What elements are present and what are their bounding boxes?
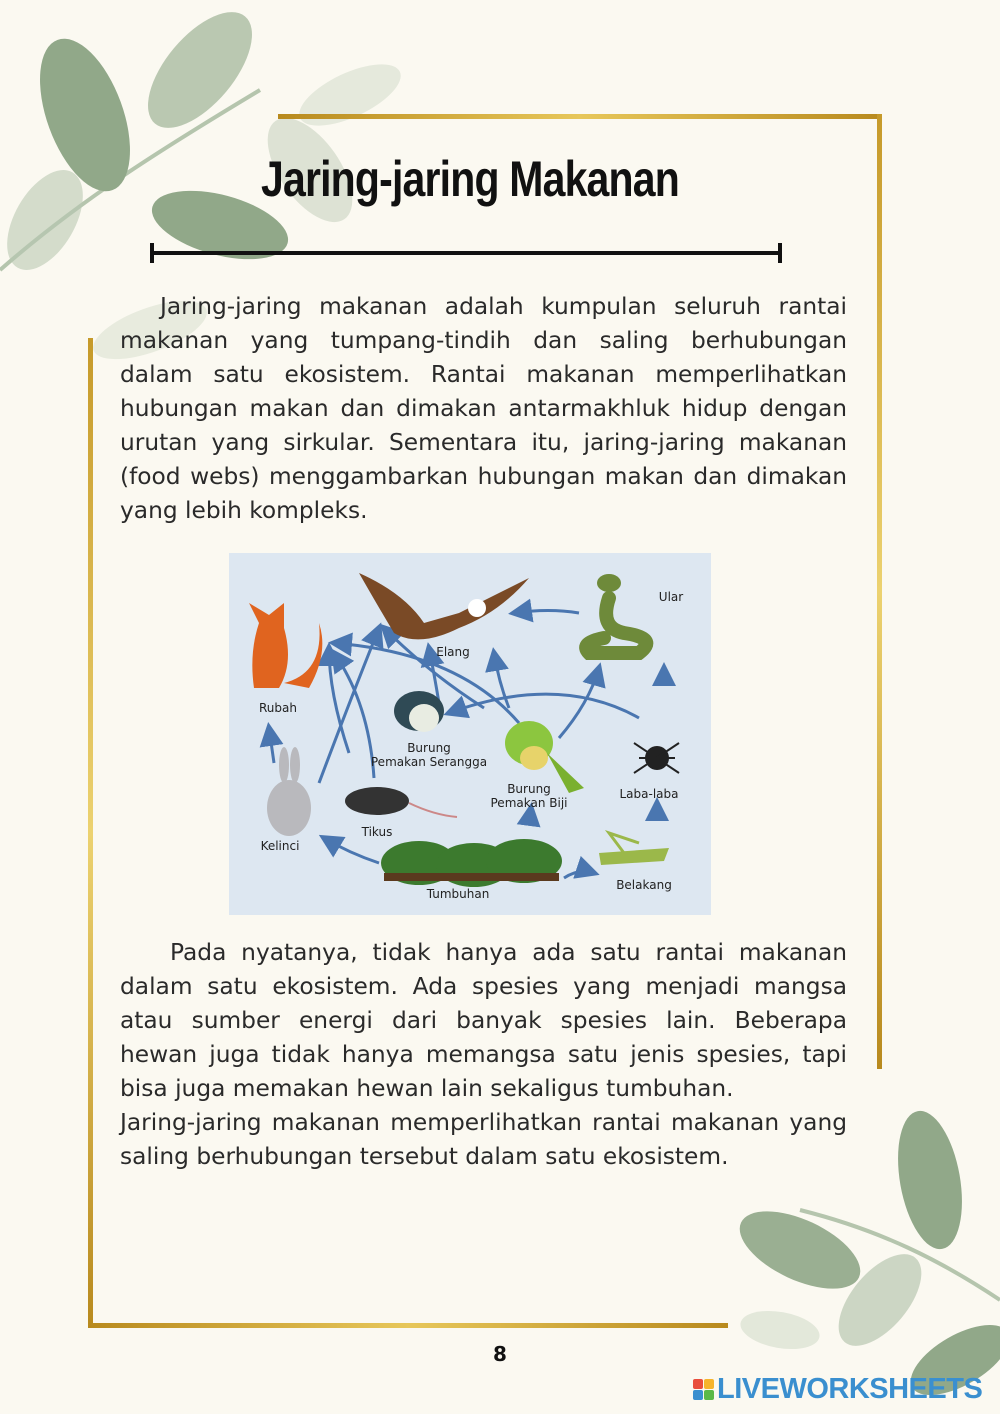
label-burung-biji-line1: Burung (507, 782, 551, 796)
label-tikus: Tikus (361, 825, 393, 839)
frame-left-border (88, 338, 93, 1328)
label-ular: Ular (658, 590, 684, 604)
label-burung-biji-line2: Pemakan Biji (490, 796, 568, 810)
liveworksheets-watermark (693, 1373, 993, 1409)
fox-icon (249, 603, 322, 688)
liveworksheets-wordmark: LIVEWORKSHEETS (717, 1373, 983, 1405)
liveworksheets-logo-icon (693, 1379, 715, 1401)
spider-icon (634, 743, 679, 773)
mouse-icon (345, 787, 457, 817)
page-number: 8 (493, 1342, 507, 1366)
frame-right-border (877, 114, 882, 1069)
label-burung-serangga (359, 741, 499, 769)
paragraph-conclusion: Jaring-jaring makanan memperlihatkan rantai makanan yang saling berhubungan tersebut dalam satu ekosistem. (120, 1109, 847, 1170)
label-laba-laba: Laba-laba (619, 787, 679, 801)
label-elang: Elang (436, 645, 470, 659)
label-burung-biji (479, 782, 579, 810)
grasshopper-icon (599, 833, 669, 865)
label-rubah: Rubah (259, 701, 297, 715)
page-title: Jaring-jaring Makanan (261, 151, 679, 207)
paragraph-intro: Jaring-jaring makanan adalah kumpulan seluruh rantai makanan yang tumpang-tindih dan saling berhubungan dalam satu ekosistem. Rantai makanan memperlihatkan hubungan makan dan dimakan antarmakhluk hidup dengan urutan yang sirkular. Sementara itu, jaring-jaring makanan (food webs) menggambarkan hubungan makan dan dimakan yang lebih kompleks. (120, 293, 847, 524)
title-underline (150, 251, 782, 255)
snake-icon (586, 574, 646, 653)
frame-bottom-border (88, 1323, 728, 1328)
label-burung-serangga-line2: Pemakan Serangga (370, 755, 488, 769)
insect-bird-icon (394, 691, 444, 732)
food-web-drawing (229, 553, 711, 915)
food-web-diagram (229, 553, 711, 915)
plant-icon (381, 839, 562, 887)
frame-top-border (278, 114, 882, 119)
label-belakang: Belakang (616, 878, 672, 892)
label-kelinci: Kelinci (260, 839, 300, 853)
label-tumbuhan: Tumbuhan (426, 887, 490, 901)
paragraph-body: Pada nyatanya, tidak hanya ada satu rantai makanan dalam satu ekosistem. Ada spesies yang menjadi mangsa atau sumber energi dari banyak spesies lain. Beberapa hewan juga tidak hanya memangsa satu jenis spesies, tapi bisa juga memakan hewan lain sekaligus tumbuhan. (120, 939, 847, 1102)
label-burung-serangga-line1: Burung (407, 741, 451, 755)
